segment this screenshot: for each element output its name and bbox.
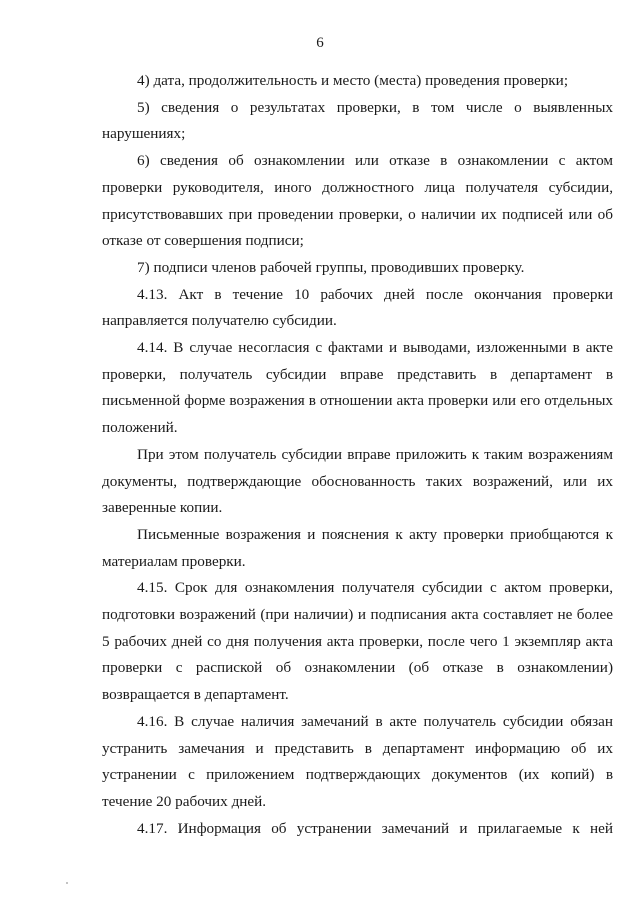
paragraph-4-13: 4.13. Акт в течение 10 рабочих дней после окончания проверки направляется получателю субсидии. (102, 285, 613, 330)
scan-speck (66, 882, 68, 884)
paragraph-4-15: 4.15. Срок для ознакомления получателя субсидии с актом проверки, подготовки возражений (при наличии) и подписания акта составляет не более 5 рабочих дней со дня получения акта проверки, после чего 1 экземпляр акта проверки с распиской об ознакомлении (об отказе в ознакомлении) возвращается в департамент. (102, 579, 613, 704)
paragraph-item-4: 4) дата, продолжительность и место (места) проведения проверки; (137, 72, 569, 89)
document-body (102, 68, 613, 842)
paragraph-4-16: 4.16. В случае наличия замечаний в акте получатель субсидии обязан устранить замечания и представить в департамент информацию об их устранении с приложением подтверждающих документов (их копий) в течение 20 рабочих дней. (102, 712, 613, 810)
paragraph-4-17: 4.17. Информация об устранении замечаний и прилагаемые к ней (137, 819, 613, 837)
paragraph-item-7: 7) подписи членов рабочей группы, проводивших проверку. (137, 258, 525, 276)
paragraph-4-14: 4.14. В случае несогласия с фактами и выводами, изложенными в акте проверки, получатель субсидии вправе представить в департамент в письменной форме возражения в отношении акта проверки или его отдельных положений. (102, 339, 613, 437)
paragraph-item-6: 6) сведения об ознакомлении или отказе в ознакомлении с актом проверки руководителя, иного должностного лица получателя субсидии, присутствовавших при проведении проверки, о наличии их подписей или об отказе от совершения подписи; (102, 152, 613, 250)
paragraph-objection-attachments: При этом получатель субсидии вправе приложить к таким возражениям документы, подтверждающие обоснованность таких возражений, или их заверенные копии. (102, 445, 613, 517)
paragraph-item-5: 5) сведения о результатах проверки, в том числе о выявленных нарушениях; (102, 98, 613, 143)
page-number: 6 (316, 35, 324, 51)
paragraph-written-objections: Письменные возражения и пояснения к акту проверки приобщаются к материалам проверки. (102, 525, 613, 570)
